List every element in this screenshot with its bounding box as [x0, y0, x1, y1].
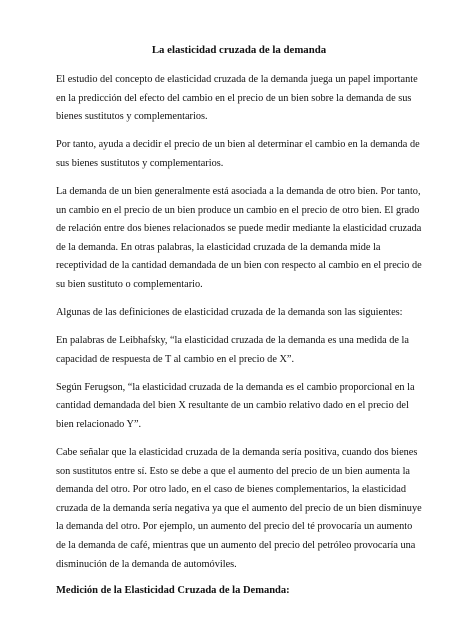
document-page [56, 44, 422, 598]
section-heading: Medición de la Elasticidad Cruzada de la Demanda: [56, 585, 290, 597]
paragraph-related-goods: La demanda de un bien generalmente está asociada a la demanda de otro bien. Por tanto, un cambio en el precio de un bien produce un cambio en el precio de otro bien. El grado de relación entre dos bienes relacionados se puede medir mediante la elasticidad cruzada de la demanda. En otras palabras, la elasticidad cruzada de la demanda mide la receptividad de la cantidad demandada de un bien con respecto al cambio en el precio de su bien sustituto o complementario. [56, 185, 422, 290]
paragraph-price-decision: Por tanto, ayuda a decidir el precio de un bien al determinar el cambio en la demanda de sus bienes sustitutos y complementarios. [56, 139, 420, 169]
paragraph-definitions-intro: Algunas de las definiciones de elasticidad cruzada de la demanda son las siguientes: [56, 307, 403, 319]
paragraph-ferugson-definition: Según Ferugson, “la elasticidad cruzada de la demanda es el cambio proporcional en la cantidad demandada del bien X resultante de un cambio relativo dado en el precio del bien relacionado Y”. [56, 381, 415, 430]
paragraph-sign-explanation: Cabe señalar que la elasticidad cruzada de la demanda sería positiva, cuando dos bienes son sustitutos entre sí. Esto se debe a que el aumento del precio de un bien aumenta la demanda del otro. Por otro lado, en el caso de bienes complementarios, la elasticidad cruzada de la demanda sería negativa ya que el aumento del precio de un bien disminuye la demanda del otro. Por ejemplo, un aumento del precio del té provocaría un aumento de la demanda de café, mientras que un aumento del precio del petróleo provocaría una disminución de la demanda de automóviles. [56, 447, 422, 570]
document-title: La elasticidad cruzada de la demanda [151, 44, 327, 56]
paragraph-leibhafsky-definition: En palabras de Leibhafsky, “la elasticidad cruzada de la demanda es una medida de la capacidad de respuesta de T al cambio en el precio de X”. [56, 335, 409, 365]
paragraph-intro: El estudio del concepto de elasticidad cruzada de la demanda juega un papel importante en la predicción del efecto del cambio en el precio de un bien sobre la demanda de sus bienes sustitutos y complementarios. [56, 74, 418, 123]
